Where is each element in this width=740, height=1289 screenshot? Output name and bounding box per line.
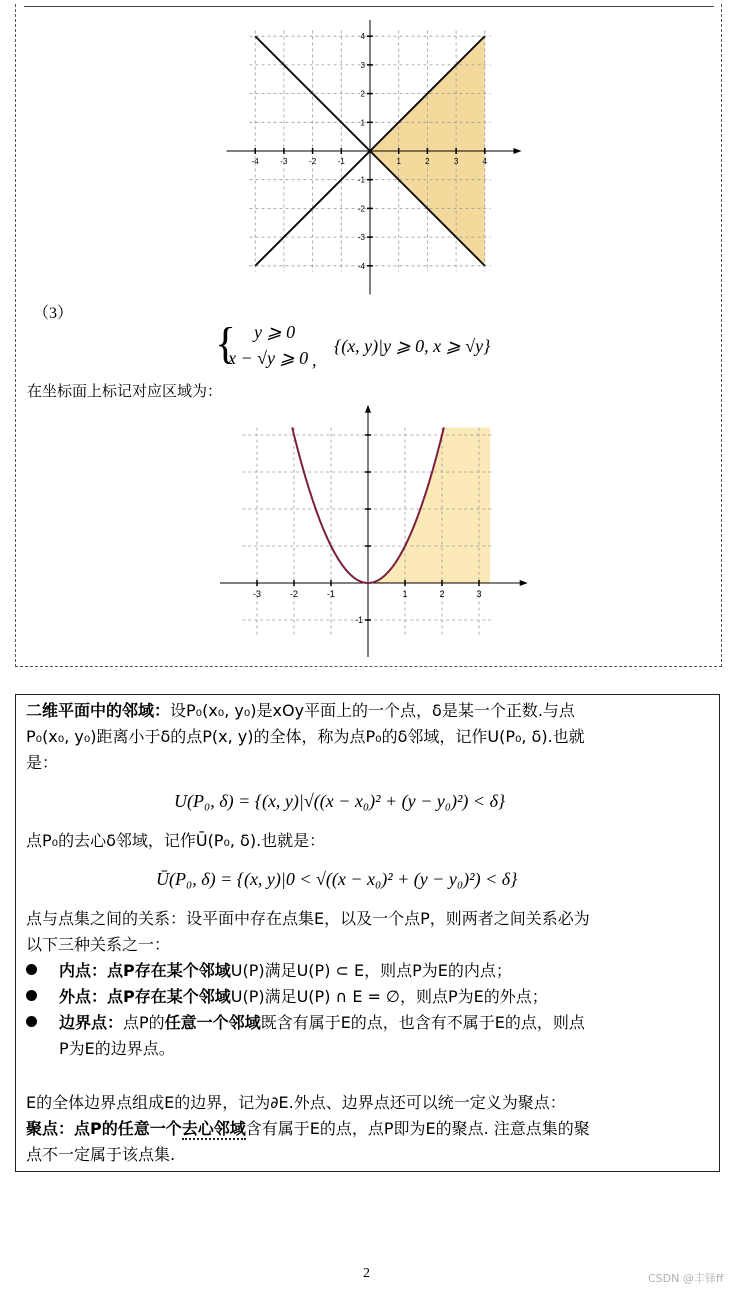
bullet-icon (26, 1016, 37, 1027)
x-tick-label: -3 (252, 589, 262, 599)
x-tick-label: 1 (396, 157, 401, 166)
x-tick-label: -2 (289, 589, 299, 599)
shaded-region (368, 428, 490, 583)
x-tick-label: 1 (402, 589, 408, 599)
page-number: 2 (363, 1266, 370, 1281)
line-7: E的全体边界点组成E的边界，记为∂E.外点、边界点还可以统一定义为聚点： (26, 1093, 566, 1112)
system-comma: , (312, 350, 317, 370)
y-tick-label: 4 (360, 32, 365, 42)
y-tick-label: 3 (360, 60, 365, 70)
y-tick-label: 2 (360, 89, 365, 99)
x-axis-arrow (514, 148, 522, 154)
bullet-interior: 内点：点P存在某个邻域U(P)满足U(P) ⊂ E，则点P为E的内点； (26, 959, 512, 983)
x-tick-label: -1 (337, 157, 345, 166)
line-4: 点P₀的去心δ邻域，记作Ū(P₀, δ).也就是： (26, 831, 326, 850)
y-tick-label: -1 (354, 615, 363, 625)
bullet-exterior: 外点：点P存在某个邻域U(P)满足U(P) ∩ E = ∅，则点P为E的外点； (26, 985, 548, 1009)
line-1: 二维平面中的邻域：设P₀(x₀, y₀)是xOy平面上的一个点，δ是某一个正数.与点 (26, 701, 575, 720)
set-expression: {(x, y)|y ⩾ 0, x ⩾ √y} (334, 336, 491, 356)
formula-punctured: Ū(P₀, δ) = {(x, y)|0 < √((x − x₀)² + (y − y₀)²) < δ} (156, 869, 518, 889)
x-tick-label: -4 (251, 157, 259, 166)
top-rule (24, 6, 714, 7)
line-6: 以下三种关系之一： (26, 935, 171, 954)
x-tick-label: 2 (439, 589, 445, 599)
formula-neighborhood: U(P₀, δ) = {(x, y)|√((x − x₀)² + (y − y₀)²) < δ} (174, 791, 506, 811)
part-label: （3） (33, 305, 74, 322)
x-axis-arrow (520, 580, 528, 586)
bullet-icon (26, 990, 37, 1001)
graph-abs-region (215, 20, 525, 300)
x-tick-label: 2 (425, 157, 430, 166)
graph-parabola-region (210, 400, 530, 665)
watermark: CSDN @丰铎ff (648, 1272, 724, 1285)
caption: 在坐标面上标记对应区域为： (27, 382, 223, 400)
bullet-boundary: 边界点：点P的任意一个邻域既含有属于E的点，也含有不属于E的点，则点 (26, 1011, 585, 1035)
line-3: 是： (26, 753, 59, 772)
line-9: 点不一定属于该点集. (26, 1145, 176, 1164)
line-5: 点与点集之间的关系：设平面中存在点集E，以及一个点P，则两者之间关系必为 (26, 909, 590, 928)
definition-box (15, 694, 720, 1172)
x-tick-label: 3 (453, 157, 459, 166)
y-tick-label: -2 (357, 204, 365, 214)
x-tick-label: 4 (482, 157, 488, 166)
x-tick-label: -3 (280, 157, 288, 166)
system-line-1: y ⩾ 0 (254, 322, 296, 342)
y-tick-label: -3 (357, 233, 365, 243)
y-tick-label: 1 (360, 118, 365, 128)
y-axis-arrow (365, 405, 371, 413)
bullet-icon (26, 964, 37, 975)
x-tick-label: 3 (476, 589, 482, 599)
x-tick-label: -2 (309, 157, 317, 166)
x-tick-label: -1 (326, 589, 336, 599)
system-brace: { (215, 319, 237, 368)
line-2: P₀(x₀, y₀)距离小于δ的点P(x, y)的全体，称为点P₀的δ邻域，记作U(P₀, δ).也就 (26, 727, 585, 746)
y-tick-label: -1 (357, 175, 365, 185)
system-line-2: x − √y ⩾ 0 (228, 348, 309, 368)
bullet-boundary-cont: P为E的边界点。 (59, 1039, 175, 1058)
line-8: 聚点：点P的任意一个去心邻域含有属于E的点，点P即为E的聚点. 注意点集的聚 (26, 1119, 590, 1138)
y-tick-label: -4 (357, 261, 365, 271)
